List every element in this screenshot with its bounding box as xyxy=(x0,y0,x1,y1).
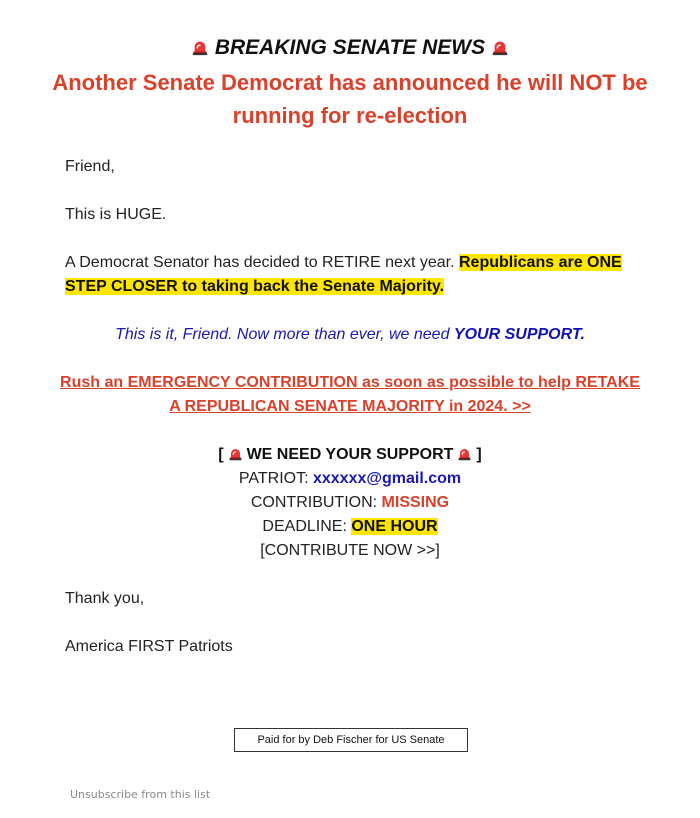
rotating-light-icon xyxy=(491,38,509,56)
headline xyxy=(0,34,700,62)
retire-highlight: Republicans are ONE STEP CLOSER to taking back the Senate Majority. xyxy=(65,254,622,295)
deadline-label: DEADLINE: xyxy=(262,518,347,535)
headline-text: BREAKING SENATE NEWS xyxy=(214,36,486,59)
support-bold: YOUR SUPPORT. xyxy=(453,326,585,343)
contribution-status: MISSING xyxy=(381,494,450,511)
contribution-row xyxy=(0,491,700,515)
rotating-light-icon xyxy=(457,446,472,461)
paragraph-retire xyxy=(65,251,635,299)
thanks: Thank you, xyxy=(65,590,145,607)
unsubscribe-link[interactable]: Unsubscribe from this list xyxy=(70,788,211,801)
support-block-title: [ WE NEED YOUR SUPPORT ] xyxy=(218,446,482,463)
deadline-row xyxy=(0,515,700,539)
subheadline: Another Senate Democrat has announced he will NOT be running for re-election xyxy=(52,70,648,128)
patriot-label: PATRIOT: xyxy=(238,470,309,487)
support-block xyxy=(0,443,700,563)
contribute-now-link[interactable]: [CONTRIBUTE NOW >>] xyxy=(260,542,440,559)
paid-for-disclaimer: Paid for by Deb Fischer for US Senate xyxy=(234,728,468,752)
patriot-email[interactable]: xxxxxx@gmail.com xyxy=(312,470,462,487)
greeting: Friend, xyxy=(65,158,115,175)
rotating-light-icon xyxy=(191,38,209,56)
rotating-light-icon xyxy=(228,446,243,461)
contribution-label: CONTRIBUTION: xyxy=(250,494,378,511)
support-text: This is it, Friend. Now more than ever, we need xyxy=(115,326,450,343)
patriot-row xyxy=(0,467,700,491)
support-title-text: WE NEED YOUR SUPPORT xyxy=(246,446,454,463)
signature: America FIRST Patriots xyxy=(65,638,233,655)
support-paragraph xyxy=(0,323,700,347)
deadline-value: ONE HOUR xyxy=(351,518,438,535)
retire-text: A Democrat Senator has decided to RETIRE next year. xyxy=(65,254,455,271)
contribution-link[interactable]: Rush an EMERGENCY CONTRIBUTION as soon as possible to help RETAKE A REPUBLICAN SENATE MAJORITY in 2024. >> xyxy=(60,374,640,415)
paragraph-huge: This is HUGE. xyxy=(65,206,167,223)
